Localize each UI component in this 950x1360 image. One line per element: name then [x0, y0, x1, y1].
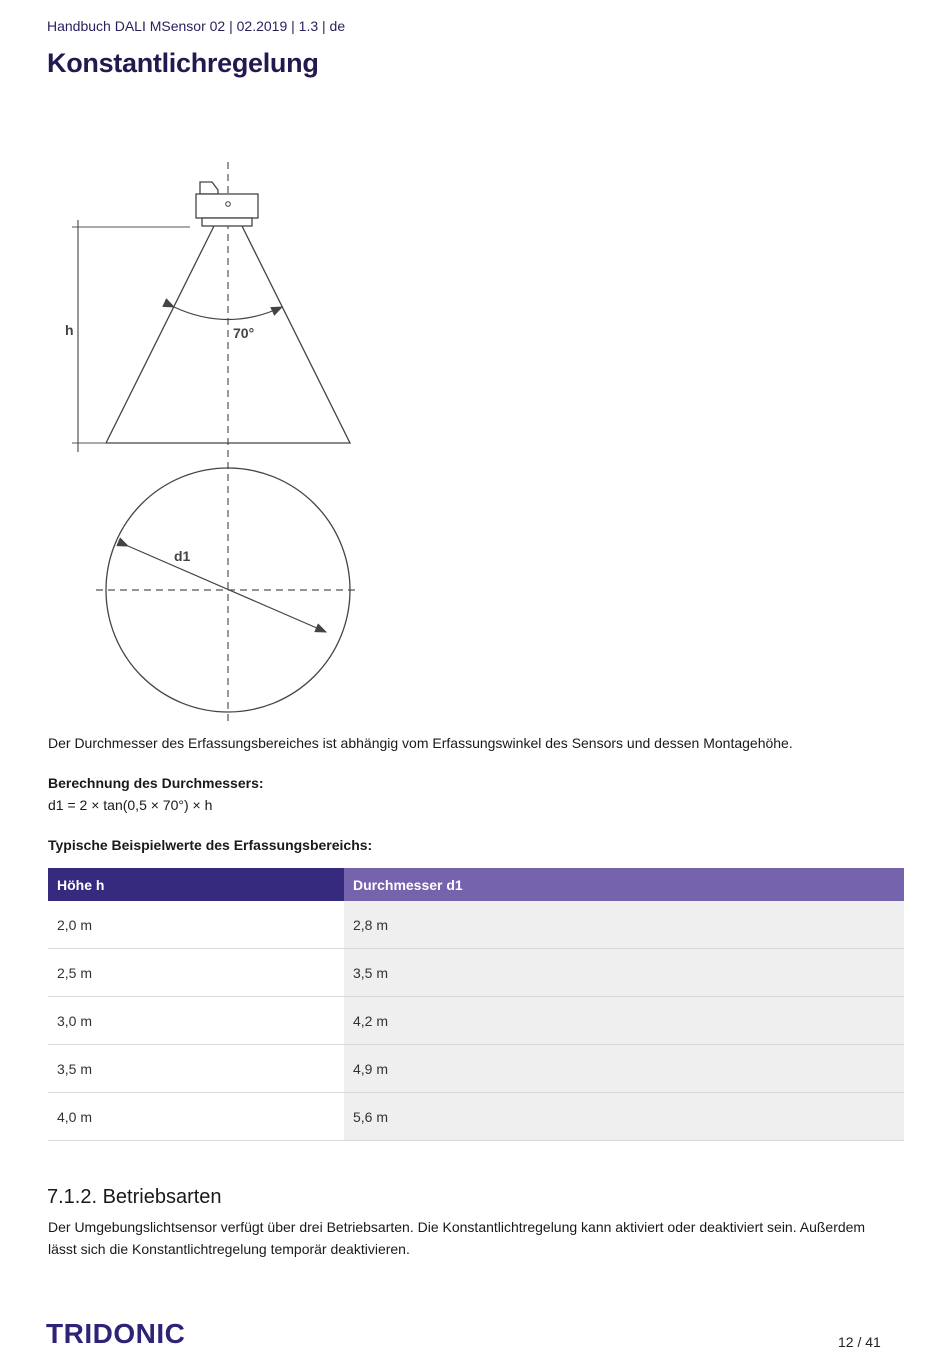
header-doc-info: Handbuch DALI MSensor 02 | 02.2019 | 1.3 | de [47, 18, 346, 34]
tridonic-logo: TRIDONIC [46, 1318, 186, 1349]
cell-height: 2,5 m [48, 949, 344, 997]
header-height: Höhe h [48, 868, 344, 901]
cell-diameter: 2,8 m [344, 901, 904, 949]
angle-label: 70° [233, 325, 255, 341]
cell-diameter: 4,9 m [344, 1045, 904, 1093]
header-diameter: Durchmesser d1 [344, 868, 904, 901]
cell-diameter: 3,5 m [344, 949, 904, 997]
paragraph-diameter: Der Durchmesser des Erfassungsbereiches ist abhängig vom Erfassungswinkel des Sensors und dessen Montagehöhe. [48, 735, 793, 751]
table-row [48, 949, 904, 997]
table-row [48, 1045, 904, 1093]
height-label: h [65, 322, 74, 338]
section-heading-operating-modes: 7.1.2. Betriebsarten [47, 1186, 222, 1208]
table-header-row [48, 868, 904, 901]
page-number: 12 / 41 [838, 1334, 881, 1350]
section-text-line-2: lässt sich die Konstantlichtregelung temporär deaktivieren. [48, 1241, 410, 1257]
sensor-detection-diagram [60, 160, 380, 730]
calc-formula: d1 = 2 × tan(0,5 × 70°) × h [48, 797, 213, 813]
cell-height: 2,0 m [48, 901, 344, 949]
diameter-arrow [128, 546, 326, 632]
table-row [48, 901, 904, 949]
table-heading: Typische Beispielwerte des Erfassungsbereichs: [48, 837, 373, 853]
cell-height: 3,5 m [48, 1045, 344, 1093]
cell-diameter: 4,2 m [344, 997, 904, 1045]
section-text-line-1: Der Umgebungslichtsensor verfügt über drei Betriebsarten. Die Konstantlichtregelung kann aktiviert oder deaktiviert sein. Außerdem [48, 1219, 866, 1235]
table-row [48, 997, 904, 1045]
cell-height: 3,0 m [48, 997, 344, 1045]
example-values-table [48, 868, 904, 1141]
diameter-label: d1 [174, 548, 191, 564]
page-title: Konstantlichregelung [47, 48, 319, 78]
cell-height: 4,0 m [48, 1093, 344, 1141]
calc-heading: Berechnung des Durchmessers: [48, 775, 264, 791]
cell-diameter: 5,6 m [344, 1093, 904, 1141]
table-row [48, 1093, 904, 1141]
sensor-icon [196, 182, 258, 226]
